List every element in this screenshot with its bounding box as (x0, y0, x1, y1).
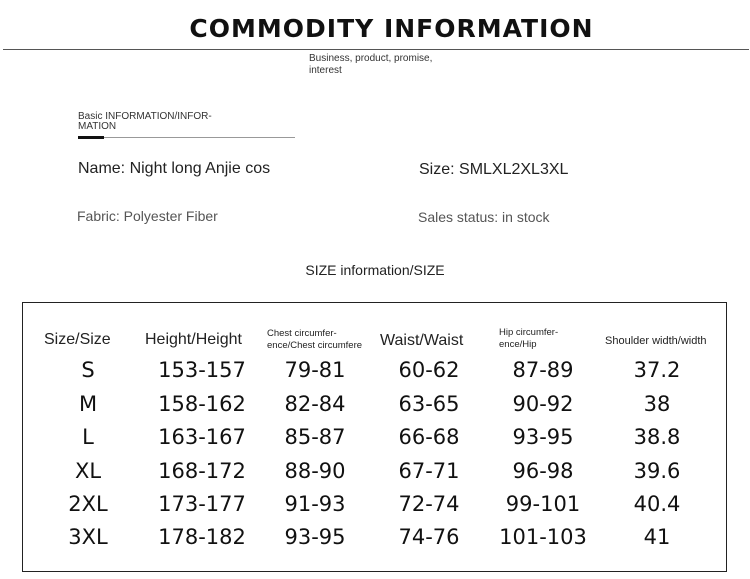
table-cell-size: 3XL (68, 525, 108, 549)
table-cell-chest: 88-90 (284, 459, 346, 483)
table-cell-waist: 74-76 (398, 525, 460, 549)
table-cell-chest: 91-93 (284, 492, 346, 516)
table-cell-height: 178-182 (158, 525, 246, 549)
table-cell-size: 2XL (68, 492, 108, 516)
table-cell-chest: 85-87 (284, 425, 346, 449)
table-cell-height: 153-157 (158, 358, 246, 382)
table-cell-shoulder: 40.4 (633, 492, 681, 516)
column-header-size: Size/Size (44, 331, 111, 348)
table-cell-height: 163-167 (158, 425, 246, 449)
page-title: COMMODITY INFORMATION (189, 14, 594, 43)
table-cell-chest: 82-84 (284, 392, 346, 416)
product-name: Name: Night long Anjie cos (78, 160, 271, 177)
column-header-height: Height/Height (145, 331, 242, 348)
table-cell-hip: 96-98 (512, 459, 574, 483)
sales-status: Sales status: in stock (418, 209, 550, 225)
table-cell-waist: 72-74 (398, 492, 460, 516)
column-header-shoulder: Shoulder width/width (605, 335, 707, 347)
table-cell-hip: 101-103 (499, 525, 587, 549)
table-cell-size: M (78, 392, 98, 416)
table-cell-shoulder: 38.8 (633, 425, 681, 449)
table-cell-shoulder: 37.2 (633, 358, 681, 382)
table-cell-waist: 63-65 (398, 392, 460, 416)
table-cell-hip: 93-95 (512, 425, 574, 449)
column-header-hip: Hip circumfer-ence/Hip (499, 327, 559, 350)
table-cell-hip: 90-92 (512, 392, 574, 416)
table-cell-waist: 67-71 (398, 459, 460, 483)
table-cell-hip: 99-101 (505, 492, 581, 516)
table-cell-size: L (82, 425, 94, 449)
size-table (22, 302, 727, 572)
table-cell-shoulder: 39.6 (633, 459, 681, 483)
column-header-chest: Chest circumfer-ence/Chest circumfere (267, 328, 363, 351)
title-divider (3, 49, 749, 50)
table-cell-shoulder: 38 (643, 392, 671, 416)
product-sizes: Size: SMLXL2XL3XL (419, 161, 569, 178)
table-cell-size: XL (74, 459, 102, 483)
table-cell-size: S (81, 358, 95, 382)
table-cell-height: 158-162 (158, 392, 246, 416)
table-cell-chest: 93-95 (284, 525, 346, 549)
page-subtitle: Business, product, promise, interest (309, 53, 433, 76)
basic-info-divider (78, 137, 295, 138)
column-header-waist: Waist/Waist (380, 332, 464, 349)
table-cell-waist: 60-62 (398, 358, 460, 382)
product-fabric: Fabric: Polyester Fiber (77, 208, 218, 224)
basic-info-divider-accent (78, 136, 104, 139)
table-cell-hip: 87-89 (512, 358, 574, 382)
table-cell-chest: 79-81 (284, 358, 346, 382)
size-info-heading: SIZE information/SIZE (305, 262, 445, 278)
table-cell-height: 173-177 (158, 492, 246, 516)
table-cell-shoulder: 41 (643, 525, 671, 549)
table-cell-waist: 66-68 (398, 425, 460, 449)
table-cell-height: 168-172 (158, 459, 246, 483)
basic-info-label: Basic INFORMATION/INFOR-MATION (78, 111, 212, 132)
